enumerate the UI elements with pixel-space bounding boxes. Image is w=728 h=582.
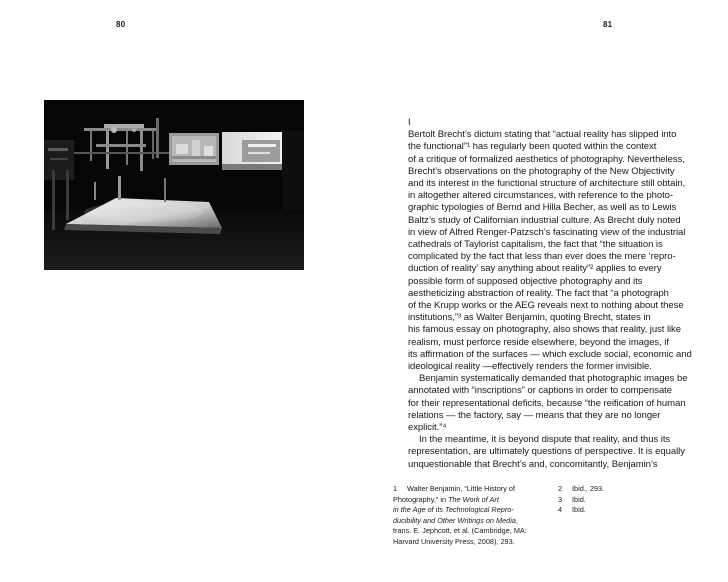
body-line: the functional”¹ has regularly been quoted within the context: [408, 141, 657, 153]
footnote-text: Ibid., 293.: [572, 484, 605, 493]
footnote-line: Harvard University Press, 2008), 293.: [393, 536, 515, 546]
body-line: Benjamin systematically demanded that photographic images be: [419, 373, 688, 385]
footnote-text: Ibid.: [572, 505, 586, 515]
body-line: In the meantime, it is beyond dispute that reality, and thus its: [419, 434, 671, 446]
exhibition-photograph-image: [44, 100, 304, 270]
body-line: of a critique of formalized aesthetics of photography. Nevertheless,: [408, 153, 685, 165]
exhibition-photograph: [44, 100, 304, 270]
body-line: cathedrals of Taylorist capitalism, the fact that “the situation is: [408, 239, 663, 251]
footnote-title: The Work of Art: [448, 494, 499, 504]
footnotes-left: [393, 484, 553, 548]
body-line: in view of Alfred Renger-Patzsch’s fascinating view of the industrial: [408, 226, 686, 238]
footnotes-right: [558, 484, 638, 516]
body-line: and its interest in the functional structure of architecture still obtain,: [408, 178, 686, 190]
footnote-number: 4: [558, 505, 563, 515]
body-line: realism, must perforce reside elsewhere, beyond the images, if: [408, 336, 669, 348]
body-line: graphic typologies of Bernd and Hilla Becher, as well as to Lewis: [408, 202, 677, 214]
body-line: Brecht’s observations on the photography of the New Objectivity: [408, 165, 675, 177]
section-marker: I: [408, 117, 411, 128]
body-line: explicit.”⁴: [408, 422, 447, 434]
body-line: institutions,”³ as Walter Benjamin, quoting Brecht, states in: [408, 312, 651, 324]
footnote-title: ducibility and Other Writings on Media: [393, 515, 516, 525]
footnote-4: [558, 505, 638, 516]
footnote-number: 2: [558, 484, 563, 493]
body-line: its affirmation of the surfaces — which exclude social, economic and: [408, 348, 692, 360]
body-line: duction of reality’ say anything about reality”² applies to every: [408, 263, 662, 275]
body-line: for their representational deficits, because “the reification of human: [408, 397, 686, 409]
footnote-title: in the Age of its Technological Repro-: [393, 505, 514, 515]
page-number-left: 80: [116, 20, 126, 29]
body-line: of the Krupp works or the AEG reveals next to nothing about these: [408, 300, 684, 312]
footnote-1: [393, 484, 553, 495]
footnote-line: trans. E. Jephcott, et al. (Cambridge, MA:: [393, 526, 527, 536]
body-line: possible form of supposed objective photography and its: [408, 275, 643, 287]
body-line: aestheticizing abstraction of reality. The fact that “a photograph: [408, 287, 669, 299]
body-text: [408, 117, 708, 471]
footnote-number: 1: [393, 484, 398, 493]
body-line: complicated by the fact that less than ever does the mere ‘repro-: [408, 251, 676, 263]
body-line: in altogether altered circumstances, with reference to the photo-: [408, 190, 674, 202]
footnote-line: [393, 516, 553, 527]
footnote-text: ,: [515, 515, 518, 525]
body-line: Baltz’s study of Californian industrial culture. As Brecht duly noted: [408, 214, 681, 226]
footnote-text: Ibid.: [572, 494, 586, 504]
body-line: annotated with “inscriptions” or captions in order to compensate: [408, 385, 672, 397]
body-line: relations — the factory, say — means that they are no longer: [408, 409, 661, 421]
footnote-number: 3: [558, 494, 563, 504]
footnote-2: [558, 484, 638, 495]
page-number-right: 81: [603, 20, 613, 29]
body-line: unquestionable that Brecht’s and, concomitantly, Benjamin’s: [408, 458, 658, 470]
footnote-line: [393, 495, 553, 506]
footnote-text: Photography,” in: [393, 494, 449, 504]
footnote-3: [558, 495, 638, 506]
body-line: his famous essay on photography, also shows that reality, just like: [408, 324, 681, 336]
body-line: Bertolt Brecht’s dictum stating that “actual reality has slipped into: [408, 129, 677, 141]
footnote-text: Walter Benjamin, “Little History of: [407, 484, 515, 493]
body-line: ideological reality —effectively renders the former invisible.: [408, 361, 652, 373]
body-line: representation, are ultimately questions of perspective. It is equally: [408, 446, 685, 458]
footnote-line: [393, 505, 553, 516]
